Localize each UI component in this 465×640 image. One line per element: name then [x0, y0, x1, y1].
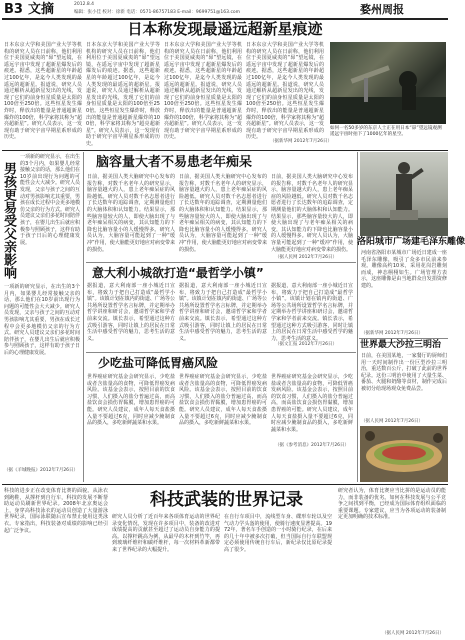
mid1-rule — [86, 262, 356, 263]
issue-date: 2012.8.4 — [74, 2, 95, 7]
sandwich-photo — [360, 426, 448, 482]
boys-father-source: （据《羊城晚报》2012年7月26日） — [4, 468, 79, 473]
headline-philosophy-town: 意大利小城欲打造“最哲学小镇” — [92, 266, 264, 280]
article-records-col1: 科技的进步正在改变体育比赛的面貌。从泳衣到跑鞋，从撑杆到自行车，科技的发展不断帮助运动员刷新世界纪录。2008年北京奥运会上，身穿高科技泳衣的运动员创造了大量游泳世界纪录，国际泳联随后宣布禁止使用这类泳衣。专家指出，科技装备对成绩的影响已经引起广泛争议。 — [4, 488, 108, 534]
article-salt-col1: 世界癌症研究基金会研究显示，少吃盐或者含盐量高的食物，可降低胃癌发病风险。该基金会表示，按照目前的饮食习惯，人们摄入的盐分普遍过高，而高盐饮食会损伤胃黏膜，增加患胃癌的可能。研究人员建议，成年人每天食盐摄入量不要超过6克，同时应减少腌制食品的摄入，多吃新鲜蔬菜和水果。 — [87, 374, 175, 427]
mid2-rule — [86, 352, 356, 353]
article-supernova-col4: 日本东京大学和美国产业大学等机构的研究人员在日前称，他们利用位于美国夏威夷的“昴”望远镜，在遥远宇宙中发现了超新星爆发后的痕迹。据悉，这些超新星的年龄超过100亿年，是迄今人类发现的最遥远的超新星。报道说，研究人员通过解析从超新星发出的光线，发现了它们的前身恒星质量是太阳的100倍至250倍。这些恒星发生爆炸时，释放出的能量是普通超新星爆炸的100倍，科学家将其称为“超亮超新星”。研究人员表示，这一发现有助于研究宇宙早期星系形成的历史。 — [246, 42, 324, 141]
headline-statue: 洛阳城市广场建毛泽东雕像 — [357, 237, 465, 247]
section-number: B3 — [4, 2, 23, 17]
article-sandwich-body: 日前，在美国某地，一家餐厅的厨师们用一天时间制作出一份巨型沙拉三明治，重达数百公斤，打破了此前的世界纪录。这份三明治中使用了大量生菜、番茄、火腿和奶酪等食材，制作完成后被切分给现场观众免费品尝。 — [361, 353, 447, 392]
editor-line: 编辑：张小佳 校对：徐新 电话：0571-86757183 E-mail：9699751@163.com — [74, 10, 241, 15]
article-records-col2: 研究人员分析了近百年来各项体育运动的世界纪录变化情况，发现在许多项目中，装备的改进对成绩提高的贡献甚至超过了运动员自身能力的提高。以撑杆跳高为例，从最早的木杆到竹竿，再到玻璃纤维杆和碳纤维杆，每一次材料革新都带来了世界纪录的大幅提升。 — [112, 514, 220, 553]
article-boys-father-body-cont: 一项新的研究显示，在出生的3个月内，如果婴儿经常接触父亲的话，那么他们在10岁前出现行为问题的可能性会大大减少。研究人员发现，父亲与孩子之间的互动对男孩影响尤其重要，男孩在成长过程中会更多地模仿父亲的行为方式。研究人员建议父亲们多花时间陪伴孩子，在婴儿出生后就应积极参与照顾孩子，这样有助于孩子日后的心理健康发展。 — [4, 284, 80, 356]
article-salt-col3: 世界癌症研究基金会研究显示，少吃盐或者含盐量高的食物，可降低胃癌发病风险。该基金会表示，按照目前的饮食习惯，人们摄入的盐分普遍过高，而高盐饮食会损伤胃黏膜，增加患胃癌的可能。研究人员建议，成年人每天食盐摄入量不要超过6克，同时应减少腌制食品的摄入，多吃新鲜蔬菜和水果。 — [271, 374, 353, 433]
paper-name: 婺州周报 — [360, 3, 404, 16]
right1-rule — [359, 338, 448, 339]
section-name: 文摘 — [28, 2, 55, 17]
sandwich-source: （据人民网 2012年7月26日） — [361, 419, 423, 424]
telescope-figure-icon — [330, 42, 446, 124]
article-salt-col2: 世界癌症研究基金会研究显示，少吃盐或者含盐量高的食物，可降低胃癌发病风险。该基金会表示，按照目前的饮食习惯，人们摄入的盐分普遍过高，而高盐饮食会损伤胃黏膜，增加患胃癌的可能。研究人员建议，成年人每天食盐摄入量不要超过6克，同时应减少腌制食品的摄入，多吃新鲜蔬菜和水果。 — [179, 374, 267, 427]
headline-records: 科技武装的世界记录 — [150, 490, 303, 510]
headline-boys-father: 男孩更易受父亲影响 — [1, 162, 16, 279]
brain-source: （据人民网 2012年7月26日） — [275, 255, 337, 260]
article-supernova-col2: 日本东京大学和美国产业大学等机构的研究人员在日前称，他们利用位于美国夏威夷的“昴”望远镜，在遥远宇宙中发现了超新星爆发后的痕迹。据悉，这些超新星的年龄超过100亿年，是迄今人类发现的最遥远的超新星。报道说，研究人员通过解析从超新星发出的光线，发现了它们的前身恒星质量是太阳的100倍至250倍。这些恒星发生爆炸时，释放出的能量是普通超新星爆炸的100倍，科学家将其称为“超亮超新星”。研究人员表示，这一发现有助于研究宇宙早期星系形成的历史。 — [86, 42, 160, 147]
salt-source: （据《参考消息》2012年7月26日） — [275, 443, 350, 448]
article-brain-col1: 日前，据美国人类大脑研究中心发布的报告称，对数千名老年人的研究显示，脑容量越大的人，患上老年痴呆症的风险越低。研究人员对数千名志愿者进行了长达数年的追踪调查，定期测量他们的大脑体积和认知能力。结果显示，那些脑容量较大的人，即使大脑出现了与老年痴呆相关的病变，其认知能力的下降也比脑容量小的人缓慢得多。研究人员认为，大脑容量可能起到了一种“缓冲”作用，使大脑能更好地应对病变带来的损伤。 — [87, 174, 175, 253]
article-brain-col3: 日前，据美国人类大脑研究中心发布的报告称，对数千名老年人的研究显示，脑容量越大的人，患上老年痴呆症的风险越低。研究人员对数千名志愿者进行了长达数年的追踪调查，定期测量他们的大脑体积和认知能力。结果显示，那些脑容量较大的人，即使大脑出现了与老年痴呆相关的病变，其认知能力的下降也比脑容量小的人缓慢得多。研究人员认为，大脑容量可能起到了一种“缓冲”作用，使大脑能更好地应对病变带来的损伤。 — [271, 174, 353, 253]
article-philosophy-col2: 据报道，意大利南部一座小城近日宣布，将致力于把自己打造成“最哲学小镇”。该镇计划在镇内的街道、广场等公共场所设置哲学名言标牌，并定期举办哲学讲座和研讨会，邀请哲学家和学者前来交流。镇长表示，希望通过这种方式吸引游客，同时让镇上的居民在日常生活中感受哲学的魅力，思考生活的意义。 — [179, 283, 267, 342]
headline-salt: 少吃盐可降低胃癌风险 — [98, 356, 219, 370]
article-philosophy-col3: 据报道，意大利南部一座小城近日宣布，将致力于把自己打造成“最哲学小镇”。该镇计划在镇内的街道、广场等公共场所设置哲学名言标牌，并定期举办哲学讲座和研讨会，邀请哲学家和学者前来交流。镇长表示，希望通过这种方式吸引游客，同时让镇上的居民在日常生活中感受哲学的魅力，思考生活的意义。 — [271, 283, 353, 342]
supernova-source: （据新华网 2012年7月26日） — [270, 139, 332, 144]
sandwich-icon — [360, 426, 448, 482]
article-records-col4: 研究者认为，体育比赛应当比拼的是运动员的能力，而非装备的优劣。如何在科技发展与公平竞争之间找到平衡，已经成为国际体育组织面临的重要课题。专家建议，应当为各项运动的装备制定更加明确的技术标准。 — [338, 488, 446, 521]
headline-sandwich: 世界最大沙拉三明治 — [360, 340, 442, 350]
supernova-photo-caption: 如何一名50多岁的东京人士正在用日本“昴”望远镜观测遥远宇宙时拍下了1000亿年的星空。 — [330, 126, 442, 137]
article-philosophy-col1: 据报道，意大利南部一座小城近日宣布，将致力于把自己打造成“最哲学小镇”。该镇计划在镇内的街道、广场等公共场所设置哲学名言标牌，并定期举办哲学讲座和研讨会，邀请哲学家和学者前来交流。镇长表示，希望通过这种方式吸引游客，同时让镇上的居民在日常生活中感受哲学的魅力，思考生活的意义。 — [87, 283, 175, 342]
supernova-photo — [330, 42, 446, 124]
headline-brain: 脑容量大者不易患老年痴呆 — [96, 155, 253, 170]
statue-source: （据新华网 2012年7月26日） — [361, 331, 423, 336]
article-statue-body: 河南省洛阳市某城市广场近日建成一座毛泽东雕像，吸引了众多市民前来参观。雕像高约10米，采用花岗岩雕刻而成，神态栩栩如生。广场管理方表示，这座雕像是由当地群众自发捐资修建的。 — [361, 250, 447, 289]
article-brain-col2: 日前，据美国人类大脑研究中心发布的报告称，对数千名老年人的研究显示，脑容量越大的人，患上老年痴呆症的风险越低。研究人员对数千名志愿者进行了长达数年的追踪调查，定期测量他们的大脑体积和认知能力。结果显示，那些脑容量较大的人，即使大脑出现了与老年痴呆相关的病变，其认知能力的下降也比脑容量小的人缓慢得多。研究人员认为，大脑容量可能起到了一种“缓冲”作用，使大脑能更好地应对病变带来的损伤。 — [179, 174, 267, 253]
bottom-section-rule — [2, 484, 448, 485]
records-source: （据人民网 2012年7月26日） — [382, 631, 444, 636]
right-column-rule — [357, 152, 358, 482]
article-supernova-col1: 日本东京大学和美国产业大学等机构的研究人员在日前称，他们利用位于美国夏威夷的“昴”望远镜，在遥远宇宙中发现了超新星爆发后的痕迹。据悉，这些超新星的年龄超过100亿年，是迄今人类发现的最遥远的超新星。报道说，研究人员通过解析从超新星发出的光线，发现了它们的前身恒星质量是太阳的100倍至250倍。这些恒星发生爆炸时，释放出的能量是普通超新星爆炸的100倍，科学家将其称为“超亮超新星”。研究人员表示，这一发现有助于研究宇宙早期星系形成的历史。 — [4, 42, 82, 141]
statue-icon — [360, 152, 448, 236]
article-supernova-col3: 日本东京大学和美国产业大学等机构的研究人员在日前称，他们利用位于美国夏威夷的“昴”望远镜，在遥远宇宙中发现了超新星爆发后的痕迹。据悉，这些超新星的年龄超过100亿年，是迄今人类发现的最遥远的超新星。报道说，研究人员通过解析从超新星发出的光线，发现了它们的前身恒星质量是太阳的100倍至250倍。这些恒星发生爆炸时，释放出的能量是普通超新星爆炸的100倍，科学家将其称为“超亮超新星”。研究人员表示，这一发现有助于研究宇宙早期星系形成的历史。 — [164, 42, 242, 141]
philosophy-source: （据文汇报 2012年7月26日） — [275, 342, 337, 347]
article-boys-father-body: 一项新的研究显示，在出生的3个月内，如果婴儿经常接触父亲的话，那么他们在10岁前出现行为问题的可能性会大大减少。研究人员发现，父亲与孩子之间的互动对男孩影响尤其重要，男孩在成长过程中会更多地模仿父亲的行为方式。研究人员建议父亲们多花时间陪伴孩子，在婴儿出生后就应积极参与照顾孩子，这样有助于孩子日后的心理健康发展。 — [20, 154, 81, 246]
top-section-rule — [2, 150, 448, 151]
article-records-col3: 在自行车项目中，流线型车身、碟形车轮以及空气动力学头盔的使用，使骑行速度显著提高。1972年，著名车手创造的一小时骑行纪录，在后来的几十年中被多次打破，但当国际自行车联盟规定必须使用传统自行车后，新纪录仅比原纪录提高了很少。 — [224, 514, 332, 553]
headline-supernova: 日本称发现最遥远超新星痕迹 — [127, 20, 323, 38]
side-column-rule — [83, 152, 84, 482]
statue-photo — [360, 152, 448, 236]
